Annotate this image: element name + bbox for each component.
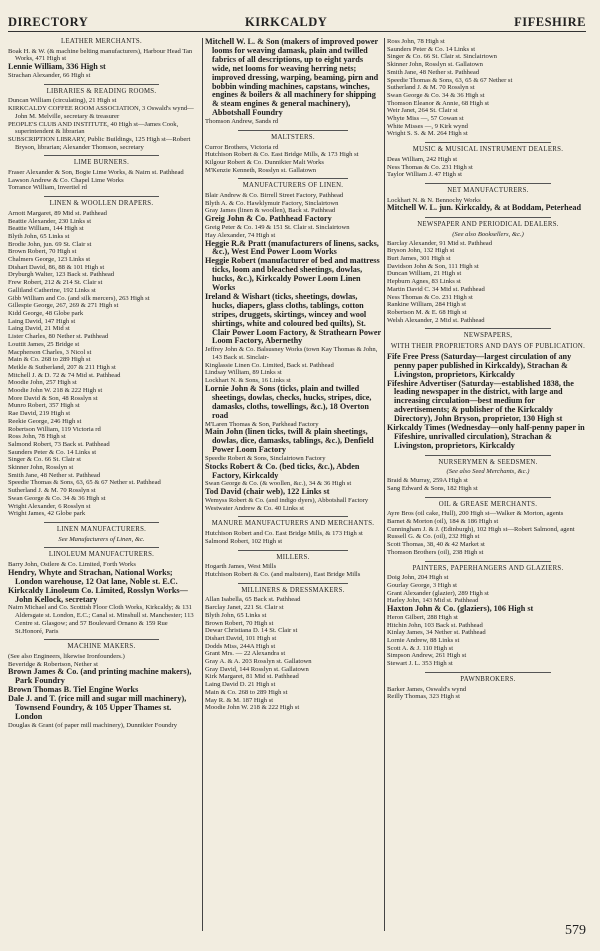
- directory-entry: Stewart J. L. 353 High st: [387, 660, 453, 668]
- section-divider: [425, 217, 550, 218]
- directory-entry-bold: Fifeshire Advertiser (Saturday—established 1838, the leading newspaper in the district, with large and increasing circulation—best medium for advertisements; & publisher of the Kirkcaldy Directory), John Bryson, proprietor, 130 High st: [387, 378, 574, 424]
- directory-entry: Barnet & Morton (oil), 184 & 186 High st: [387, 518, 499, 525]
- section-divider: [238, 516, 347, 517]
- section-heading: PAINTERS, PAPERHANGERS AND GLAZIERS.: [412, 564, 564, 572]
- directory-entry: Barclay Alexander, 91 Mid st. Pathhead: [387, 239, 493, 247]
- directory-entry: Scott Thomas, 38, 40 & 42 Market st: [387, 541, 485, 549]
- column-1: [8, 38, 195, 931]
- directory-entry: Moodie John W. 218 & 222 High st: [8, 387, 103, 395]
- directory-entry: Westwater Andrew & Co. 40 Links st: [205, 504, 304, 512]
- directory-entry: Moodie John, 257 High st: [8, 379, 77, 387]
- directory-entry: Cunningham J. & J. (Edinburgh), 102 High st—Robert Salmond, agent: [387, 525, 575, 533]
- directory-entry: Russell G. & Co. (oil), 232 High st: [387, 533, 480, 541]
- directory-entry: Brodie John, jun. 69 St. Clair st: [8, 240, 92, 248]
- directory-entry: Frew Robert, 212 & 214 St. Clair st: [8, 279, 103, 287]
- directory-entry: Deas William, 242 High st: [387, 155, 458, 163]
- directory-entry: Dewar Christiana D. 14 St. Clair st: [205, 627, 298, 635]
- directory-entry: White Misses —, 9 Kirk wynd: [387, 122, 468, 130]
- directory-entry: SUBSCRIPTION LIBRARY, Public Buildings, 125 High st—Robert Bryson, librarian; Alexander Thomson, secretary: [8, 135, 191, 151]
- directory-entry: Blyth A. & Co. Hawklymuir Factory, Sinclairtown: [205, 199, 339, 207]
- directory-entry: Galliland Catherine, 192 Links st: [8, 286, 96, 294]
- section-divider: [44, 155, 160, 156]
- directory-entry: Laing David, 21 Mid st: [8, 325, 70, 333]
- directory-entry: Hitchin John, 103 Back st. Pathhead: [387, 621, 483, 629]
- section-heading: WITH THEIR PROPRIETORS AND DAYS OF PUBLICATION.: [390, 343, 586, 351]
- section-divider: [44, 522, 160, 523]
- directory-entry: More David & Son, 48 Rosslyn st: [8, 394, 98, 402]
- directory-entry-bold: Stocks Robert & Co. (bed ticks, &c.), Abden Factory, Kirkcaldy: [205, 461, 360, 480]
- section-heading: PAWNBROKERS.: [460, 675, 516, 683]
- directory-entry: Laing David, 147 High st: [8, 317, 76, 325]
- directory-entry: Whyte Miss —, 57 Cowan st: [387, 115, 464, 123]
- running-header: [8, 13, 586, 32]
- directory-entry: Heron Gilbert, 288 High st: [387, 613, 458, 621]
- directory-entry: Rae David, 219 High st: [8, 410, 71, 418]
- directory-entry: Duncan William, 21 High st: [387, 270, 462, 278]
- directory-entry: Main & Co. 268 to 289 High st: [8, 356, 91, 364]
- directory-entry: Ness Thomas & Co. 231 High st: [387, 293, 473, 301]
- section-divider: [238, 178, 347, 179]
- directory-entry: Hay Alexander, 74 High st: [205, 231, 276, 239]
- directory-entry: M'Kenzie Kenneth, Rosslyn st. Gallatown: [205, 166, 317, 174]
- cross-reference: (See also Seed Merchants, &c.): [446, 468, 530, 476]
- directory-entry: Thomson Eleanor & Annie, 68 High st: [387, 99, 490, 107]
- directory-entry: Kinlay James, 34 Nether st. Pathhead: [387, 629, 486, 637]
- directory-entry-bold: Greig John & Co. Pathhead Factory: [205, 214, 332, 224]
- directory-entry-bold: Hendry, Whyte and Strachan, National Works; London warehouse, 12 Oat lane, Noble st. E.C.: [8, 567, 178, 586]
- directory-entry: Gray A. & A. 203 Rosslyn st. Gallatown: [205, 658, 312, 666]
- directory-entry: Swan George & Co. 34 & 36 High st: [8, 494, 106, 502]
- directory-entry: Singer & Co. 66 St. Clair st. Sinclairtown: [387, 53, 497, 61]
- directory-entry-bold: Brown Thomas B. Tiel Engine Works: [8, 685, 139, 695]
- directory-entry: Torrance William, Invertiel rd: [8, 184, 87, 192]
- directory-entry-bold: Kirkcaldy Times (Wednesday—only half-penny paper in Fifeshire, unrivalled circulation), Strachan & Livingston, proprietors, Kirkcaldy: [387, 423, 585, 450]
- section-heading: MILLERS.: [276, 553, 310, 561]
- directory-entry: Strachan Alexander, 66 High st: [8, 72, 91, 80]
- section-heading: LEATHER MERCHANTS.: [61, 38, 142, 45]
- directory-entry: Fraser Alexander & Son, Bogie Lime Works, & Nairn st. Pathhead: [8, 169, 184, 177]
- directory-entry: Grant Mrs. — 22 Alexandra st: [205, 650, 286, 658]
- directory-entry: Speedie Robert & Sons, Sinclairtown Factory: [205, 454, 326, 462]
- directory-entry: Louttit James, 25 Bridge st: [8, 340, 80, 348]
- cross-reference: (See also Booksellers, &c.): [452, 230, 524, 238]
- directory-entry: Hutchison Robert and Co. East Bridge Mills, & 173 High st: [205, 530, 363, 538]
- directory-entry: Brown Robert, 70 High st: [205, 619, 274, 627]
- header-left: DIRECTORY: [8, 15, 89, 29]
- directory-entry: Swan George & Co. (& woollen, &c.), 34 & 36 High st: [205, 480, 352, 488]
- directory-entry: Davidson John & Son, 111 High st: [387, 262, 479, 270]
- directory-entry: Skinner John, Rosslyn st: [8, 464, 74, 472]
- section-divider: [238, 550, 347, 551]
- directory-entry: Welsh Alexander, 2 Mid st. Pathhead: [387, 316, 485, 324]
- directory-entry-bold: Haxton John & Co. (glaziers), 106 High st: [387, 604, 534, 614]
- directory-entry: Salmond Robert, 73 Back st. Pathhead: [8, 440, 110, 448]
- directory-entry: Chalmers George, 123 Links st: [8, 256, 91, 264]
- directory-entry: Kinglassie Linen Co. Limited, Back st. Pathhead: [205, 361, 334, 369]
- directory-entry: Kilgour Robert & Co. Dunnikier Malt Works: [205, 158, 324, 166]
- directory-entry: Boak H. & W. (& machine belting manufacturers), Harbour Head Tan Works, 471 High st: [8, 47, 193, 63]
- column-2: [202, 38, 381, 931]
- section-divider: [44, 639, 160, 640]
- section-divider: [44, 84, 160, 85]
- directory-entry-bold: Brown James & Co. (and printing machine makers), Park Foundry: [8, 667, 192, 686]
- directory-entry: Singer & Co. 66 St. Clair st: [8, 456, 81, 464]
- section-heading: MANUFACTURERS OF LINEN.: [242, 182, 344, 190]
- directory-entry: Swan George & Co. 34 & 36 High st: [387, 91, 485, 99]
- header-right: FIFESHIRE: [514, 15, 586, 29]
- directory-entry: Dodds Miss, 244A High st: [205, 642, 276, 650]
- directory-entry: Speedie Thomas & Sons, 63, 65 & 67 Nether st: [387, 76, 513, 84]
- directory-entry-bold: Ireland & Wishart (ticks, sheetings, dowlas, hucks, diapers, glass cloths, tablings, cotton stripes, druggets, skirtings, wincey and wool shirtings, white and coloured bed quilts), St. Clair Power Loom Factory, & Strathearn Power Loom Factory, Abernethy: [205, 291, 381, 346]
- directory-entry: Arnott Margaret, 89 Mid st. Pathhead: [8, 209, 107, 217]
- directory-entry-bold: Mitchell W. L. jun. Kirkcaldy, & at Boddam, Peterhead: [387, 203, 581, 213]
- directory-entry: Blair Andrew & Co. Birrell Street Factory, Pathhead: [205, 192, 344, 200]
- directory-entry: Lister Charles, 80 Nether st. Pathhead: [8, 333, 109, 341]
- section-heading: NET MANUFACTURERS.: [447, 186, 529, 194]
- directory-entry: Barker James, Oswald's wynd: [387, 685, 467, 693]
- directory-entry: Saunders Peter & Co. 14 Links st: [387, 45, 476, 53]
- directory-entry: Robertson M. & E. 68 High st: [387, 309, 467, 316]
- directory-entry: Greig Peter & Co. 149 & 151 St. Clair st. Sinclairtown: [205, 224, 350, 232]
- directory-entry: Ross John, 78 High st: [8, 433, 66, 441]
- section-heading: MACHINE MAKERS.: [67, 643, 136, 651]
- section-divider: [425, 672, 550, 673]
- section-divider: [238, 583, 347, 584]
- section-heading: LIME BURNERS.: [73, 159, 130, 167]
- directory-entry: Dryburgh Walter, 123 Back st. Pathhead: [8, 271, 115, 279]
- directory-entry: Rankine William, 284 High st: [387, 301, 466, 309]
- header-center: KIRKCALDY: [245, 15, 328, 29]
- directory-entry-bold: Mitchell W. L. & Son (makers of improved power looms for weaving damask, plain and twilled fabrics of all descriptions, up to eight yards wide, net looms for weaving herring nets; improved dressing, warping, beaming, pirn and bobbin winding machines, capstans, winches, engines & boilers & all machinery for shipping & steam engines & general machinery), Abbotshall Foundry: [205, 38, 379, 118]
- directory-entry: Bryson John, 132 High st: [387, 247, 455, 255]
- directory-entry: Mitchell J. & D. 72 & 74 Mid st. Pathhead: [8, 371, 121, 379]
- directory-entry: Blyth John, 65 Links st: [8, 232, 70, 240]
- directory-entry: Ness Thomas & Co. 231 High st: [387, 163, 473, 171]
- directory-entry: Burt James, 301 High st: [387, 255, 451, 263]
- directory-entry: Simpson Andrew, 261 High st: [387, 652, 467, 660]
- directory-entry-bold: Fife Free Press (Saturday—largest circulation of any penny paper published in Kirkcaldy), Strachan & Livingston, proprietors, Kirkcaldy: [387, 351, 572, 379]
- directory-entry: Allan Isabella, 65 Back st. Pathhead: [205, 596, 301, 604]
- section-divider: [425, 561, 550, 562]
- directory-entry: Wright S. S. & M. 264 High st: [387, 130, 468, 138]
- directory-entry: Smith Jane, 48 Nether st. Pathhead: [387, 68, 480, 76]
- directory-entry: Ross John, 78 High st: [387, 38, 445, 45]
- directory-entry: Kidd George, 48 Globe park: [8, 310, 84, 317]
- directory-entry: Reekie George, 246 High st: [8, 417, 82, 425]
- directory-entry: Smith Jane, 48 Nether st. Pathhead: [8, 471, 101, 479]
- directory-entry-bold: Kirkcaldy Linoleum Co. Limited, Rosslyn Works—John Kellock, secretary: [8, 585, 188, 604]
- page-number: 579: [565, 923, 586, 938]
- directory-entry: Speedie Thomas & Sons, 63, 65 & 67 Nether st. Pathhead: [8, 479, 161, 487]
- section-divider: [44, 547, 160, 548]
- directory-entry: Gray James (linen & woollen), Back st. Pathhead: [205, 207, 336, 215]
- directory-entry: Duncan William (circulating), 21 High st: [8, 97, 117, 105]
- directory-entry: Beattie Alexander, 230 Links st: [8, 217, 92, 225]
- directory-entry: Brown Robert, 70 High st: [8, 248, 77, 256]
- directory-entry: Laing David D. 21 High st: [205, 681, 276, 689]
- section-heading: MUSIC & MUSICAL INSTRUMENT DEALERS.: [412, 146, 564, 154]
- section-divider: [425, 328, 550, 329]
- directory-entry: Barry John, Ostlere & Co. Limited, Forth Works: [8, 561, 136, 569]
- directory-entry: Gibb William and Co. (and silk mercers), 263 High st: [8, 294, 150, 302]
- directory-entry-bold: Lennie William, 336 High st: [8, 62, 106, 72]
- directory-entry: Lawson Andrew & Co. Chapel Lime Works: [8, 176, 124, 184]
- directory-entry: Lornie Andrew, 88 Links st: [387, 637, 460, 645]
- section-divider: [238, 130, 347, 131]
- directory-entry: Kirk Margaret, 81 Mid st. Pathhead: [205, 673, 299, 681]
- directory-entry: Wright Alexander, 6 Rosslyn st: [8, 502, 91, 510]
- directory-entry-bold: Main John (linen ticks, twill & plain sheetings, dowlas, dice, damasks, tablings, &c.), Denfield Power Loom Factory: [205, 427, 374, 455]
- directory-entry: Hepburn Agnes, 83 Links st: [387, 278, 461, 286]
- section-divider: [425, 455, 550, 456]
- directory-entry: Nairn Michael and Co. Scottish Floor Cloth Works, Kirkcaldy; & 131 Aldersgate st. London, E.C.; Canal st. Minshull st. Manchester; 113 Centre st. Glasgow; and 57 Boulevard Ornano & 159 Rue St.Honoré, Paris: [8, 604, 194, 635]
- directory-entry: Martin David C. 34 Mid st. Pathhead: [387, 285, 485, 293]
- directory-entry: Salmond Robert, 102 High st: [205, 537, 283, 545]
- section-heading: LIBRARIES & READING ROOMS.: [46, 87, 157, 95]
- directory-entry: Gillespie George, 267, 269 & 271 High st: [8, 302, 119, 310]
- directory-entry: Dishart David, 86, 88 & 101 High st: [8, 263, 105, 271]
- directory-entry: Doig John, 204 High st: [387, 574, 449, 582]
- directory-entry: Grant Alexander (glazier), 289 High st: [387, 589, 489, 597]
- directory-entry: Jeffrey John & Co. Balsusney Works (town Kay Thomas & John, 143 Back st. Sinclair-: [205, 346, 378, 362]
- directory-entry-bold: Lornie John & Sons (ticks, plain and twilled sheetings, dowlas, checks, hucks, stripes, dice, damasks, cloths, towellings, &c.), 18 Overton road: [205, 383, 372, 420]
- section-heading: OIL & GREASE MERCHANTS.: [438, 500, 538, 508]
- directory-entry: (See also Engineers, likewise Ironfounders.): [8, 652, 125, 660]
- directory-entry: Reilly Thomas, 323 High st: [387, 693, 460, 701]
- directory-entry: Taylor William J. 47 High st: [387, 171, 462, 179]
- section-heading: MALTSTERS.: [271, 133, 315, 141]
- directory-entry: Moodie John W. 218 & 222 High st: [205, 704, 300, 712]
- directory-entry: Wemyss Robert & Co. (and indigo dyers), Abbotshall Factory: [205, 497, 369, 505]
- directory-entry: Thomson Andrew, Sands rd: [205, 118, 279, 126]
- directory-entry: Main & Co. 268 to 289 High st: [205, 688, 288, 696]
- directory-entry: Sutherland J. & M. 70 Rosslyn st: [8, 487, 96, 495]
- directory-entry: M'Laren Thomas & Son, Parkhead Factory: [205, 420, 319, 428]
- section-heading: MANURE MANUFACTURERS AND MERCHANTS.: [211, 520, 375, 528]
- column-3: [384, 38, 589, 931]
- section-heading: LINEN MANUFACTURERS.: [56, 525, 147, 533]
- directory-entry: Thomson Brothers (oil), 238 High st: [387, 548, 484, 556]
- directory-entry: Robertson William, 119 Victoria rd: [8, 425, 101, 433]
- directory-entry: Munro Robert, 357 High st: [8, 402, 80, 410]
- section-heading: NEWSPAPER AND PERIODICAL DEALERS.: [417, 221, 559, 229]
- section-heading: NEWSPAPERS,: [463, 332, 513, 340]
- section-heading: MILLINERS & DRESSMAKERS.: [241, 586, 345, 594]
- directory-entry: Beattie William, 144 High st: [8, 225, 84, 233]
- directory-entry: Dishart David, 101 High st: [205, 634, 277, 642]
- directory-entry: Macpherson Charles, 3 Nicol st: [8, 348, 92, 356]
- directory-entry: PEOPLE'S CLUB AND INSTITUTE, 40 High st—James Cook, superintendent & librarian: [8, 120, 179, 136]
- directory-entry: Hutchison Robert & Co. East Bridge Mills, & 173 High st: [205, 151, 359, 159]
- directory-entry: Douglas & Grant (of paper mill machinery), Dunnikier Foundry: [8, 721, 178, 729]
- section-divider: [44, 196, 160, 197]
- section-divider: [425, 142, 550, 143]
- directory-entry: Lockhart N. & Sons, 16 Links st: [205, 377, 291, 385]
- directory-entry: Ayre Bros (oil cake, Hull), 200 High st—Walker & Morton, agents: [387, 510, 564, 518]
- directory-entry: Barclay Janet, 221 St. Clair st: [205, 604, 284, 612]
- directory-entry: Braid & Murray, 259A High st: [387, 477, 468, 485]
- section-heading: LINOLEUM MANUFACTURERS.: [48, 551, 155, 559]
- cross-reference: See Manufacturers of Linen, &c.: [58, 535, 145, 543]
- directory-entry: Weir Janet, 264 St. Clair st: [387, 107, 458, 115]
- directory-entry: Blyth John, 65 Links st: [205, 611, 267, 619]
- directory-entry: Lockhart N. & N. Bennochy Works: [387, 196, 481, 204]
- section-divider: [425, 183, 550, 184]
- directory-entry-bold: Tod David (chair web), 122 Links st: [205, 487, 330, 497]
- directory-entry-bold: Dale J. and T. (rice mill and sugar mill machinery), Townsend Foundry, & 105 Upper Thames st. London: [8, 694, 187, 721]
- directory-entry: Hutchison Robert & Co. (and maltsters), East Bridge Mills: [205, 570, 361, 578]
- directory-entry: Meikle & Sutherland, 207 & 211 High st: [8, 363, 116, 371]
- directory-entry: Saunders Peter & Co. 14 Links st: [8, 448, 97, 456]
- directory-entry: Lindsay William, 89 Links st: [205, 369, 282, 377]
- directory-entry: Sang Edward & Sons, 182 High st: [387, 484, 478, 492]
- section-heading: LINEN & WOOLLEN DRAPERS.: [49, 200, 154, 208]
- directory-entry-bold: Heggie Robert (manufacturer of bed and mattress ticks, loom and bleached sheetings, dowlas, hucks, &c.), Kirkcaldy Power Loom Linen Works: [205, 256, 380, 293]
- directory-entry-bold: Heggie R.& Pratt (manufacturers of linens, sacks, &c.), West End Power Loom Works: [205, 238, 379, 257]
- directory-entry: Harley John, 143 Mid st. Pathhead: [387, 597, 479, 605]
- directory-entry: Skinner John, Rosslyn st. Gallatown: [387, 61, 483, 69]
- directory-entry: Gray David, 144 Rosslyn st. Gallatown: [205, 665, 309, 673]
- section-heading: NURSERYMEN & SEEDSMEN.: [438, 458, 538, 466]
- directory-entry: May R. & M. 187 High st: [205, 696, 274, 704]
- directory-entry: Hogarth James, West Mills: [205, 563, 277, 571]
- directory-entry: KIRKCALDY COFFEE ROOM ASSOCIATION, 3 Oswald's wynd—John M. Melville, secretary & treasurer: [8, 105, 194, 120]
- directory-entry: Gourlay George, 3 High st: [387, 581, 458, 589]
- directory-entry: Curror Brothers, Victoria rd: [205, 143, 279, 151]
- directory-entry: Sutherland J. & M. 70 Rosslyn st: [387, 84, 475, 92]
- section-divider: [425, 497, 550, 498]
- directory-entry: Scott A. & J. 110 High st: [387, 644, 454, 652]
- directory-entry: Beveridge & Robertson, Nether st: [8, 660, 98, 668]
- directory-entry: Wright James, 42 Globe park: [8, 510, 86, 518]
